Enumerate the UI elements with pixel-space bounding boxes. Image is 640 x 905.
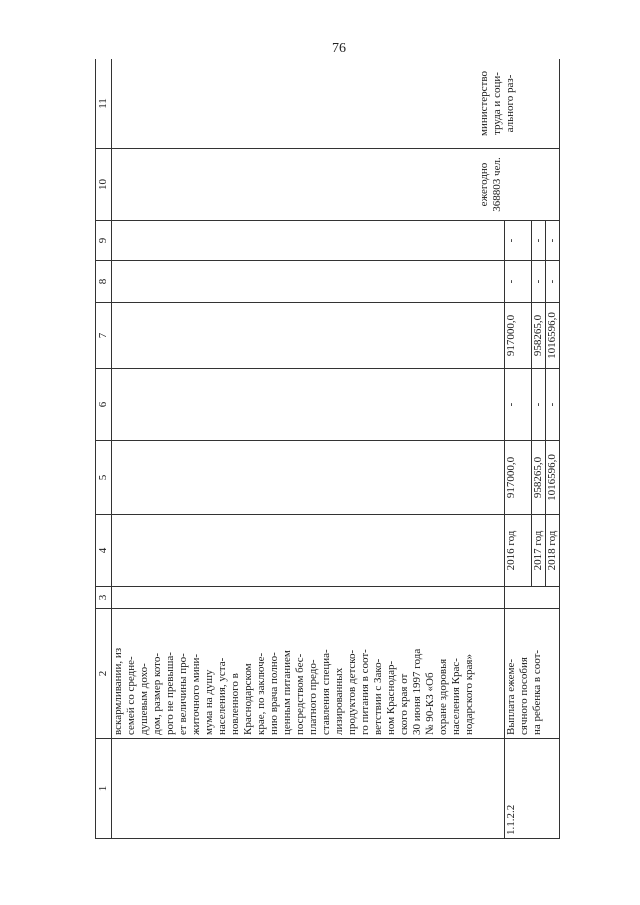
text-line: № 90-КЗ «Об xyxy=(424,672,436,735)
cell-number xyxy=(112,739,505,839)
amount-cell: 1016596,0 xyxy=(546,441,560,515)
rotated-table-area xyxy=(95,59,615,839)
page-number: 76 xyxy=(332,41,346,56)
text-line: охране здоровья xyxy=(437,658,449,735)
text-line: посредством бес- xyxy=(294,653,306,735)
executor-line: министерство xyxy=(478,71,490,137)
text-line: Выплата ежеме- xyxy=(505,658,517,735)
col-header-6: 6 xyxy=(96,369,112,441)
text-line: 30 июня 1997 года xyxy=(411,648,423,735)
table-wrapper xyxy=(95,59,615,839)
cell-description xyxy=(112,609,505,739)
text-line: нию врача полно- xyxy=(268,652,280,735)
dash-cell: - xyxy=(546,221,560,261)
amount-cell: 958265,0 xyxy=(532,303,546,369)
col-header-10: 10 xyxy=(96,149,112,221)
cell-col8 xyxy=(112,261,505,303)
executor-line: труда и соци- xyxy=(491,72,503,135)
cell-col9 xyxy=(112,221,505,261)
text-line: населения, уста- xyxy=(216,657,228,735)
cell-col5 xyxy=(112,441,505,515)
cell-description xyxy=(505,609,560,739)
document-table xyxy=(95,59,560,839)
dash-cell: - xyxy=(505,369,532,441)
cell-col11 xyxy=(112,59,560,149)
year-cell: 2016 год xyxy=(505,515,532,587)
text-line: крае, по заключе- xyxy=(255,652,267,735)
text-line: ценным питанием xyxy=(281,650,293,735)
text-line: го питания в соот- xyxy=(359,649,371,735)
text-line: дом, размер кото- xyxy=(151,653,163,735)
col-header-8: 8 xyxy=(96,261,112,303)
text-line: сячного пособия xyxy=(518,657,530,735)
dash-cell: - xyxy=(505,261,532,303)
text-line: житочного мини- xyxy=(190,653,202,735)
text-line: новленного в xyxy=(229,673,241,735)
text-line: Краснодарском xyxy=(242,663,254,735)
dash-cell: - xyxy=(546,261,560,303)
cell-col10 xyxy=(112,149,560,221)
amount-cell: 1016596,0 xyxy=(546,303,560,369)
text-line: населения Крас- xyxy=(450,658,462,735)
cell-col4 xyxy=(112,515,505,587)
col-header-4: 4 xyxy=(96,515,112,587)
dash-cell: - xyxy=(546,369,560,441)
amount-cell: 917000,0 xyxy=(505,441,532,515)
text-line: душевым дохо- xyxy=(138,663,150,735)
header-row xyxy=(96,59,112,839)
text-line: лизированных xyxy=(333,667,345,735)
cell-number: 1.1.2.2 xyxy=(505,739,560,839)
table-row xyxy=(112,59,505,839)
col-header-7: 7 xyxy=(96,303,112,369)
col-header-11: 11 xyxy=(96,59,112,149)
text-line: рого не превыша- xyxy=(164,652,176,735)
text-line: ского края от xyxy=(398,673,410,735)
cell-col3 xyxy=(505,587,560,609)
frequency-text: ежегодно xyxy=(478,162,490,207)
year-cell: 2017 год xyxy=(532,515,546,587)
text-line: ет величины про- xyxy=(177,653,189,735)
text-line: ном Краснодар- xyxy=(385,660,397,735)
amount-cell: 917000,0 xyxy=(505,303,532,369)
text-line: мума на душу xyxy=(203,669,215,735)
col-header-3: 3 xyxy=(96,587,112,609)
col-header-1: 1 xyxy=(96,739,112,839)
text-line: продуктов детско- xyxy=(346,649,358,735)
dash-cell: - xyxy=(532,369,546,441)
text-line: на ребенка в соот- xyxy=(531,649,543,735)
year-cell: 2018 год xyxy=(546,515,560,587)
executor-line: ального раз- xyxy=(504,74,516,133)
dash-cell: - xyxy=(532,261,546,303)
text-line: ставления специа- xyxy=(320,649,332,735)
dash-cell: - xyxy=(505,221,532,261)
cell-col3 xyxy=(112,587,505,609)
amount-cell: 958265,0 xyxy=(532,441,546,515)
dash-cell: - xyxy=(532,221,546,261)
col-header-5: 5 xyxy=(96,441,112,515)
text-line: вскармливании, из xyxy=(112,647,124,735)
people-count: 368803 чел. xyxy=(491,157,503,212)
col-header-9: 9 xyxy=(96,221,112,261)
cell-col6 xyxy=(112,369,505,441)
cell-col7 xyxy=(112,303,505,369)
text-line: семей со средне- xyxy=(125,656,137,735)
text-line: платного предо- xyxy=(307,659,319,735)
text-line: нодарского края» xyxy=(463,654,475,735)
text-line: ветствии с Зако- xyxy=(372,658,384,735)
col-header-2: 2 xyxy=(96,609,112,739)
